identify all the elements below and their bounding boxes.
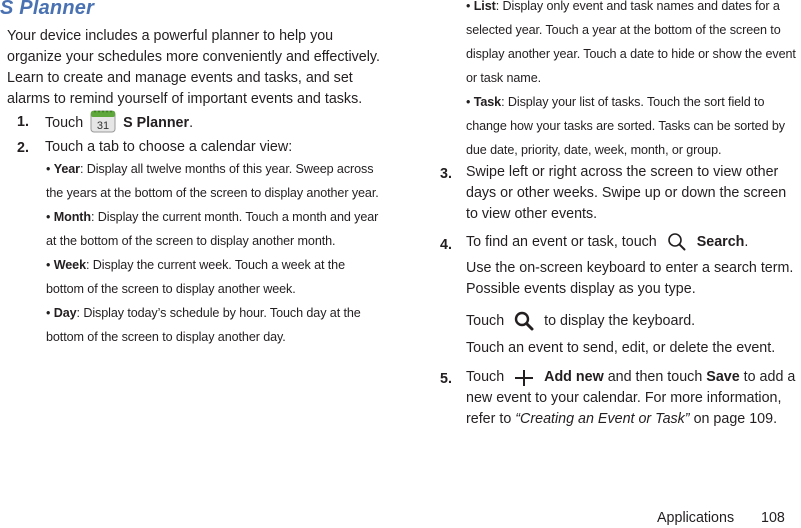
- search-label: Search: [696, 234, 745, 250]
- footer-page-number: 108: [761, 510, 785, 526]
- view-day: [46, 301, 382, 349]
- step-1-period: .: [189, 114, 194, 131]
- view-month-label: Month: [53, 210, 91, 224]
- s-planner-label: S Planner: [123, 114, 190, 131]
- step-4-keyboard-text: Use the on-screen keyboard to enter a search term. Possible events display as you type.: [466, 260, 794, 297]
- bullet: •: [46, 162, 51, 176]
- s-planner-icon: [90, 109, 116, 133]
- s-planner-icon-day: 31: [97, 120, 110, 132]
- step-3-number: 3.: [440, 166, 452, 182]
- page-title: S Planner: [0, 0, 95, 19]
- step-5-text: Touch: [466, 369, 505, 385]
- view-day-label: Day: [53, 306, 77, 320]
- view-year: [46, 157, 380, 205]
- step-5-number: 5.: [440, 371, 452, 387]
- step-4-touch-keyboard: [466, 310, 695, 332]
- step-5-post-text: to add a new event to your calendar. For more information, refer to: [466, 369, 796, 427]
- step-5-mid-text: and then touch: [607, 369, 703, 385]
- view-list: [466, 0, 801, 90]
- bullet: •: [466, 0, 471, 13]
- step-4-event-actions: Touch an event to send, edit, or delete the event.: [466, 340, 776, 356]
- intro-paragraph: Your device includes a powerful planner to help you organize your schedules more conveniently and effectively. Learn to create and manage events and tasks, and set alarms to remind yourself of important events and tasks.: [7, 28, 380, 107]
- step-4-period: .: [744, 234, 749, 250]
- view-week: [46, 253, 382, 301]
- cross-reference-link[interactable]: “Creating an Event or Task”: [515, 411, 690, 427]
- view-list-label: List: [473, 0, 496, 13]
- view-day-desc: : Display today’s schedule by hour. Touch day at the bottom of the screen to display another day.: [46, 306, 361, 344]
- bullet: •: [46, 306, 51, 320]
- bullet: •: [466, 95, 471, 109]
- step-1: [45, 111, 385, 135]
- view-year-desc: : Display all twelve months of this year. Sweep across the years at the bottom of the screen to display another year.: [46, 162, 379, 200]
- step-2-number: 2.: [17, 140, 29, 156]
- step-1-number: 1.: [17, 114, 29, 130]
- view-month: [46, 205, 380, 253]
- view-week-desc: : Display the current week. Touch a week at the bottom of the screen to display another week.: [46, 258, 345, 296]
- view-week-label: Week: [53, 258, 86, 272]
- view-list-desc: : Display only event and task names and dates for a selected year. Touch a year at the bottom of the screen to display another year. Touch a date to hide or show the event or task name.: [466, 0, 796, 85]
- view-month-desc: : Display the current month. Touch a month and year at the bottom of the screen to display another month.: [46, 210, 379, 248]
- search-icon: [510, 310, 538, 332]
- step-4-keyboard-suffix: to display the keyboard.: [544, 312, 696, 329]
- step-4-touch-text: Touch: [466, 312, 505, 329]
- footer-section: Applications: [657, 510, 735, 526]
- step-1-text: Touch: [45, 114, 84, 131]
- step-4-text: To find an event or task, touch: [466, 234, 657, 250]
- add-icon: [510, 367, 538, 387]
- view-task-desc: : Display your list of tasks. Touch the sort field to change how your tasks are sorted. Tasks can be sorted by due date, priority, date, week, month, or group.: [466, 95, 785, 157]
- view-year-label: Year: [53, 162, 80, 176]
- step-5: [466, 367, 801, 430]
- view-task: [466, 90, 801, 162]
- view-task-label: Task: [473, 95, 502, 109]
- bullet: •: [46, 210, 51, 224]
- save-label: Save: [706, 369, 740, 385]
- add-new-label: Add new: [544, 369, 604, 385]
- step-4: [466, 232, 801, 253]
- step-2-text: Touch a tab to choose a calendar view:: [45, 139, 293, 155]
- step-5-page-ref: on page 109.: [693, 411, 778, 427]
- search-icon: [663, 232, 691, 252]
- bullet: •: [46, 258, 51, 272]
- step-3-text: Swipe left or right across the screen to view other days or other weeks. Swipe up or down the screen to view other events.: [466, 164, 787, 222]
- step-4-number: 4.: [440, 237, 452, 253]
